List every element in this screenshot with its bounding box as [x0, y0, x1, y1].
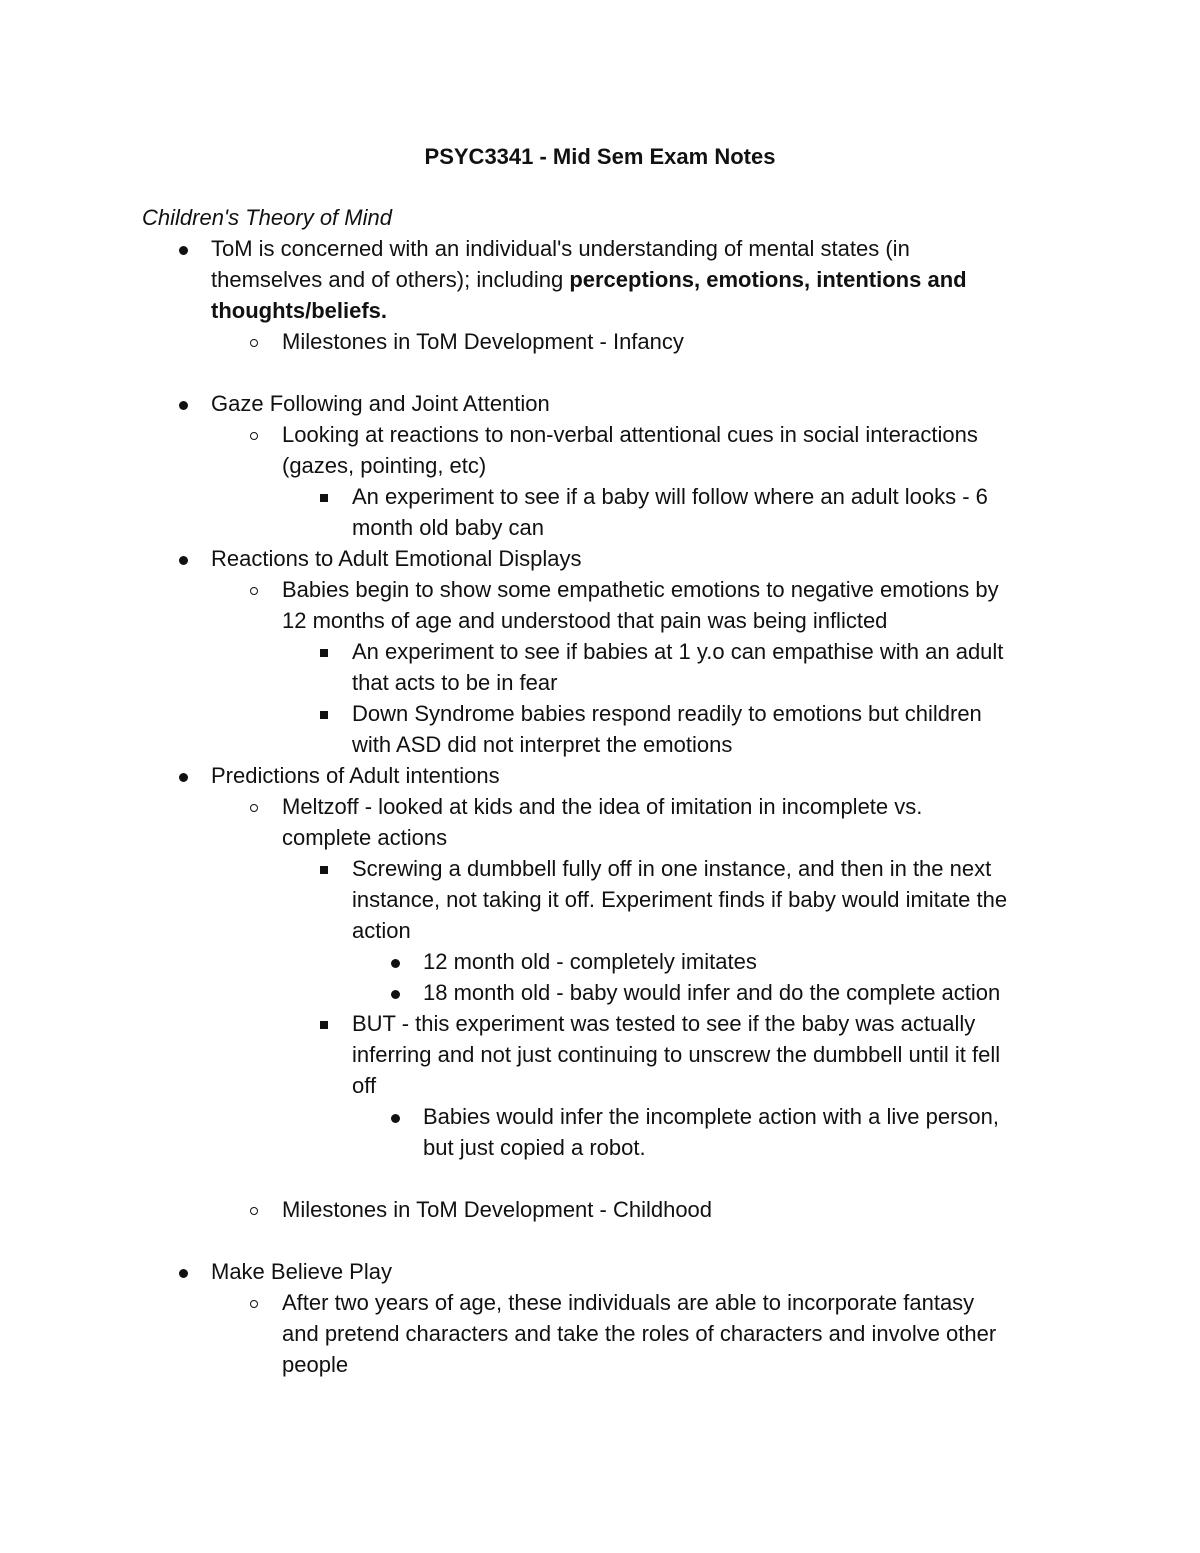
- bullet-square-icon: [314, 636, 334, 667]
- list-item: Babies would infer the incomplete action with a live person,: [0, 1101, 1200, 1132]
- bullet-circle-icon: [244, 574, 264, 605]
- list-item-continuation: action: [352, 918, 411, 943]
- list-item-continuation: with ASD did not interpret the emotions: [352, 732, 733, 757]
- list-item-continuation: that acts to be in fear: [352, 670, 558, 695]
- list-item: Milestones in ToM Development - Infancy: [0, 326, 1200, 357]
- bold-text: thoughts/beliefs.: [211, 298, 387, 323]
- bullet-disc-icon: [385, 1101, 405, 1132]
- list-item: Gaze Following and Joint Attention: [0, 388, 1200, 419]
- list-item: ToM is concerned with an individual's understanding of mental states (in: [0, 233, 1200, 264]
- list-item-continuation: and pretend characters and take the roles of characters and involve other: [282, 1321, 997, 1346]
- list-item-continuation: [0, 295, 1200, 326]
- list-item: Down Syndrome babies respond readily to emotions but children: [0, 698, 1200, 729]
- bullet-square-icon: [314, 481, 334, 512]
- bullet-circle-icon: [244, 326, 264, 357]
- list-item: Screwing a dumbbell fully off in one instance, and then in the next: [0, 853, 1200, 884]
- list-item-continuation: month old baby can: [352, 515, 545, 540]
- list-item: Looking at reactions to non-verbal attentional cues in social interactions: [0, 419, 1200, 450]
- list-item: Make Believe Play: [0, 1256, 1200, 1287]
- blank-line: [0, 1225, 1200, 1256]
- list-item: Predictions of Adult intentions: [0, 760, 1200, 791]
- list-item-continuation: people: [282, 1352, 349, 1377]
- bullet-disc-icon: [173, 388, 193, 419]
- bold-text: perceptions, emotions, intentions and: [569, 267, 967, 292]
- list-item: Reactions to Adult Emotional Displays: [0, 543, 1200, 574]
- bullet-disc-icon: [173, 233, 193, 264]
- notes-list: [0, 233, 1200, 1380]
- bullet-square-icon: [314, 853, 334, 884]
- bullet-disc-icon: [385, 946, 405, 977]
- list-item: Meltzoff - looked at kids and the idea of imitation in incomplete vs.: [0, 791, 1200, 822]
- section-heading: Children's Theory of Mind: [142, 205, 392, 230]
- blank-line: [0, 357, 1200, 388]
- list-item: An experiment to see if babies at 1 y.o can empathise with an adult: [0, 636, 1200, 667]
- list-item: BUT - this experiment was tested to see if the baby was actually: [0, 1008, 1200, 1039]
- bullet-disc-icon: [385, 977, 405, 1008]
- list-item: After two years of age, these individuals are able to incorporate fantasy: [0, 1287, 1200, 1318]
- page-title: PSYC3341 - Mid Sem Exam Notes: [424, 144, 776, 169]
- bullet-circle-icon: [244, 1194, 264, 1225]
- blank-line: [0, 1163, 1200, 1194]
- list-item-continuation: off: [352, 1073, 377, 1098]
- bullet-square-icon: [314, 698, 334, 729]
- bullet-circle-icon: [244, 1287, 264, 1318]
- bullet-square-icon: [314, 1008, 334, 1039]
- list-item: Babies begin to show some empathetic emotions to negative emotions by: [0, 574, 1200, 605]
- bullet-circle-icon: [244, 791, 264, 822]
- list-item-continuation: instance, not taking it off. Experiment finds if baby would imitate the: [352, 887, 1008, 912]
- list-item-continuation: [0, 264, 1200, 295]
- list-item-continuation: (gazes, pointing, etc): [282, 453, 487, 478]
- bullet-disc-icon: [173, 760, 193, 791]
- list-item: Milestones in ToM Development - Childhood: [0, 1194, 1200, 1225]
- list-item-continuation: but just copied a robot.: [423, 1135, 646, 1160]
- list-item-continuation: inferring and not just continuing to unscrew the dumbbell until it fell: [352, 1042, 1001, 1067]
- list-item: An experiment to see if a baby will follow where an adult looks - 6: [0, 481, 1200, 512]
- list-item: 18 month old - baby would infer and do the complete action: [0, 977, 1200, 1008]
- bullet-circle-icon: [244, 419, 264, 450]
- bullet-disc-icon: [173, 1256, 193, 1287]
- list-item: 12 month old - completely imitates: [0, 946, 1200, 977]
- list-item-continuation: 12 months of age and understood that pain was being inflicted: [282, 608, 888, 633]
- list-item-continuation: complete actions: [282, 825, 448, 850]
- bullet-disc-icon: [173, 543, 193, 574]
- tom-def-text: themselves and of others); including: [211, 267, 570, 292]
